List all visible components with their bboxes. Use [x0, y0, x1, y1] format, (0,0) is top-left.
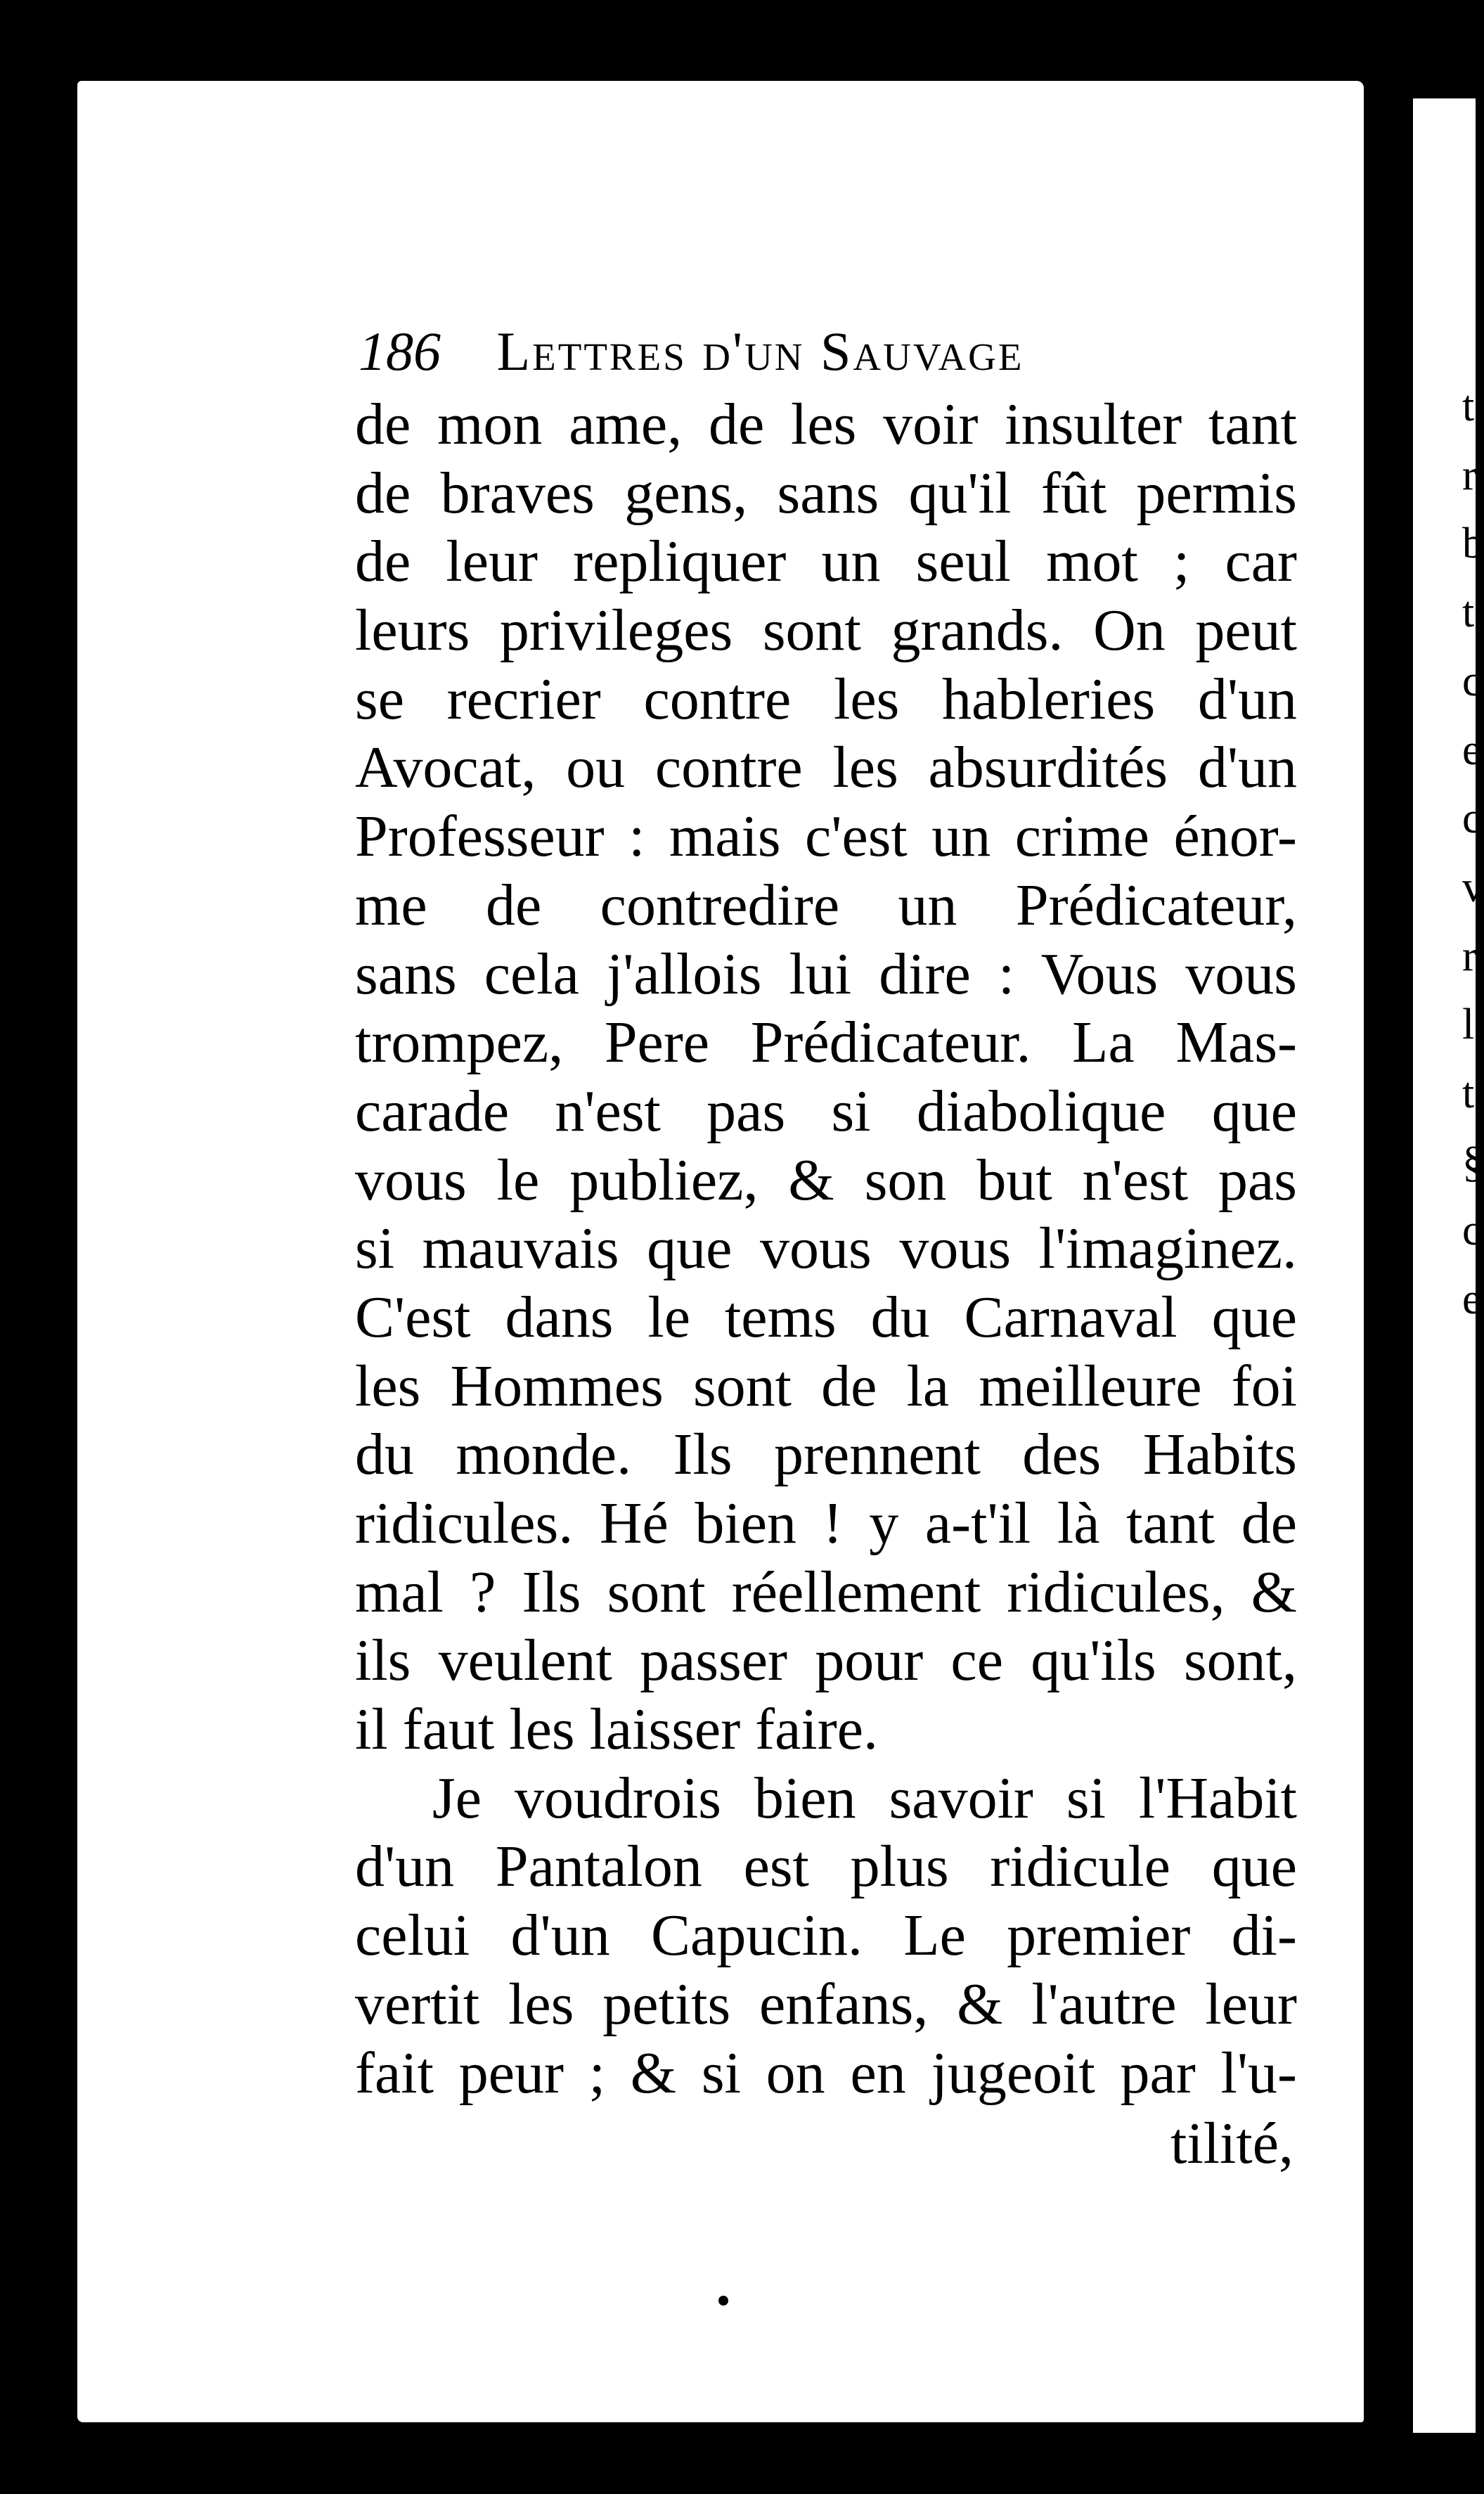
adjacent-glyph: b [1462, 520, 1484, 568]
adjacent-glyph: r [1462, 451, 1477, 499]
text-line: les Hommes sont de la meilleure foi [355, 1353, 1297, 1419]
adjacent-glyph: t [1462, 589, 1475, 637]
text-line: sans cela j'allois lui dire : Vous vous [355, 941, 1297, 1007]
text-line: ils veulent passer pour ce qu'ils sont, [355, 1628, 1297, 1694]
adjacent-glyph: r [1462, 932, 1477, 980]
page-number: 186 [359, 321, 441, 382]
body-text [355, 390, 1297, 2107]
text-line: se recrier contre les hableries d'un [355, 666, 1297, 732]
text-line: ridicules. Hé bien ! y a-t'il là tant de [355, 1491, 1297, 1556]
adjacent-glyph: e [1462, 726, 1482, 774]
text-line: celui d'un Capucin. Le premier di- [355, 1903, 1297, 1969]
text-line: C'est dans le tems du Carnaval que [355, 1284, 1297, 1350]
paragraph-start-line: Je voudrois bien savoir si l'Habit [432, 1765, 1297, 1831]
catchword: tilité, [1170, 2111, 1293, 2176]
ink-speck [718, 2296, 728, 2306]
text-line: carade n'est pas si diabolique que [355, 1078, 1297, 1144]
adjacent-glyph: v [1462, 863, 1484, 911]
text-line: Avocat, ou contre les absurdités d'un [355, 735, 1297, 801]
text-line: trompez, Pere Prédicateur. La Mas- [355, 1010, 1297, 1076]
text-line: vous le publiez, & son but n'est pas [355, 1147, 1297, 1213]
text-line: fait peur ; & si on en jugeoit par l'u- [355, 2040, 1297, 2106]
adjacent-glyph: § [1462, 1138, 1484, 1186]
adjacent-glyph: c [1462, 657, 1482, 705]
text-line: me de contredire un Prédicateur, [355, 872, 1297, 938]
adjacent-glyph: t [1462, 383, 1475, 430]
text-line: mal ? Ils sont réellement ridicules, & [355, 1559, 1297, 1625]
text-line: d'un Pantalon est plus ridicule que [355, 1834, 1297, 1900]
text-line: vertit les petits enfans, & l'autre leur [355, 1971, 1297, 2037]
adjacent-glyph: t [1462, 1069, 1475, 1118]
page-header [359, 313, 1272, 390]
text-line: leurs privileges sont grands. On peut [355, 598, 1297, 664]
adjacent-glyph: e [1462, 1275, 1482, 1324]
text-line: de leur repliquer un seul mot ; car [355, 529, 1297, 595]
adjacent-glyph: l [1462, 1001, 1475, 1049]
adjacent-page-glyphs [1462, 373, 1484, 1335]
text-line: Professeur : mais c'est un crime énor- [355, 804, 1297, 870]
text-line: de mon ame, de les voir insulter tant [355, 392, 1297, 457]
adjacent-glyph: c [1462, 1207, 1482, 1255]
paragraph-end-line: il faut les laisser faire. [355, 1697, 879, 1763]
text-line: du monde. Ils prennent des Habits [355, 1422, 1297, 1488]
text-line: de braves gens, sans qu'il fût permis [355, 460, 1297, 526]
adjacent-glyph: c [1462, 795, 1482, 843]
running-title: Lettres d'un Sauvage [496, 321, 1024, 382]
text-line: si mauvais que vous vous l'imaginez. [355, 1216, 1297, 1282]
